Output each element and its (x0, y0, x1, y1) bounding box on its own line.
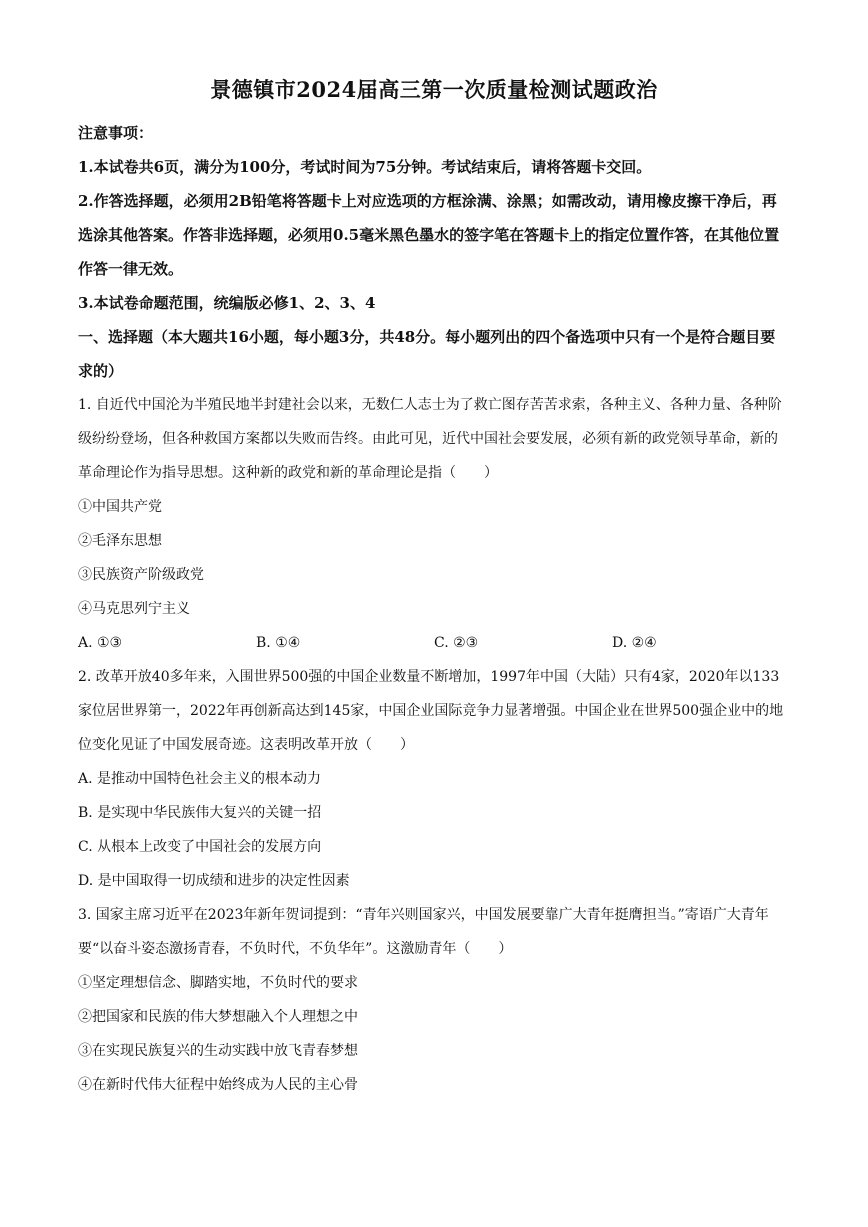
notice-header: 注意事项： (78, 124, 154, 142)
notice-2: 2.作答选择题，必须用2B铅笔将答题卡上对应选项的方框涂满、涂黑；如需改动，请用橡皮擦干净后，再选涂其他答案。作答非选择题，必须用0.5毫米黑色墨水的签字笔在答题卡上的指定位置作答，在其他位置作答一律无效。 (78, 192, 780, 278)
question-1-item: ③民族资产阶级政党 (78, 567, 204, 583)
choice-a: A. ①③ (78, 635, 123, 651)
page-title: 景德镇市2024届高三第一次质量检测试题政治 (210, 77, 658, 102)
section-title: 一、选择题（本大题共16小题，每小题3分，共48分。每小题列出的四个备选项中只有一个是符合题目要求的） (78, 328, 776, 380)
question-3-item: ③在实现民族复兴的生动实践中放飞青春梦想 (78, 1043, 358, 1059)
exam-page (78, 74, 790, 1102)
question-3-item: ④在新时代伟大征程中始终成为人民的主心骨 (78, 1077, 358, 1093)
question-1-choices (78, 626, 790, 660)
notice-1: 1.本试卷共6页，满分为100分，考试时间为75分钟。考试结束后，请将答题卡交回。 (78, 158, 652, 176)
question-1-item: ①中国共产党 (78, 499, 162, 515)
choice-b: B. ①④ (256, 635, 301, 651)
question-2-option: A. 是推动中国特色社会主义的根本动力 (78, 771, 322, 787)
notice-3: 3.本试卷命题范围，统编版必修1、2、3、4 (78, 294, 376, 312)
question-2-option: B. 是实现中华民族伟大复兴的关键一招 (78, 805, 322, 821)
question-3-item: ②把国家和民族的伟大梦想融入个人理想之中 (78, 1009, 358, 1025)
question-1-item: ④马克思列宁主义 (78, 601, 190, 617)
question-1-stem: 1. 自近代中国沦为半殖民地半封建社会以来，无数仁人志士为了救亡图存苦苦求索，各种主义、各种力量、各种阶级纷纷登场，但各种救国方案都以失败而告终。由此可见，近代中国社会要发展，必须有新的政党领导革命，新的革命理论作为指导思想。这种新的政党和新的革命理论是指（ ） (78, 397, 782, 481)
question-2-stem: 2. 改革开放40多年来，入围世界500强的中国企业数量不断增加，1997年中国（大陆）只有4家，2020年以133家位居世界第一，2022年再创新高达到145家，中国企业国际竞争力显著增强。中国企业在世界500强企业中的地位变化见证了中国发展奇迹。这表明改革开放（ ） (78, 669, 784, 753)
choice-d: D. ②④ (612, 635, 657, 651)
question-2-option: D. 是中国取得一切成绩和进步的决定性因素 (78, 873, 350, 889)
choice-c: C. ②③ (434, 635, 479, 651)
question-2-option: C. 从根本上改变了中国社会的发展方向 (78, 839, 322, 855)
question-3-stem: 3. 国家主席习近平在2023年新年贺词提到：“青年兴则国家兴，中国发展要靠广大青年挺膺担当。”寄语广大青年要“以奋斗姿态激扬青春，不负时代，不负华年”。这激励青年（ ） (78, 907, 769, 957)
question-1-item: ②毛泽东思想 (78, 533, 162, 549)
question-3-item: ①坚定理想信念、脚踏实地，不负时代的要求 (78, 975, 358, 991)
